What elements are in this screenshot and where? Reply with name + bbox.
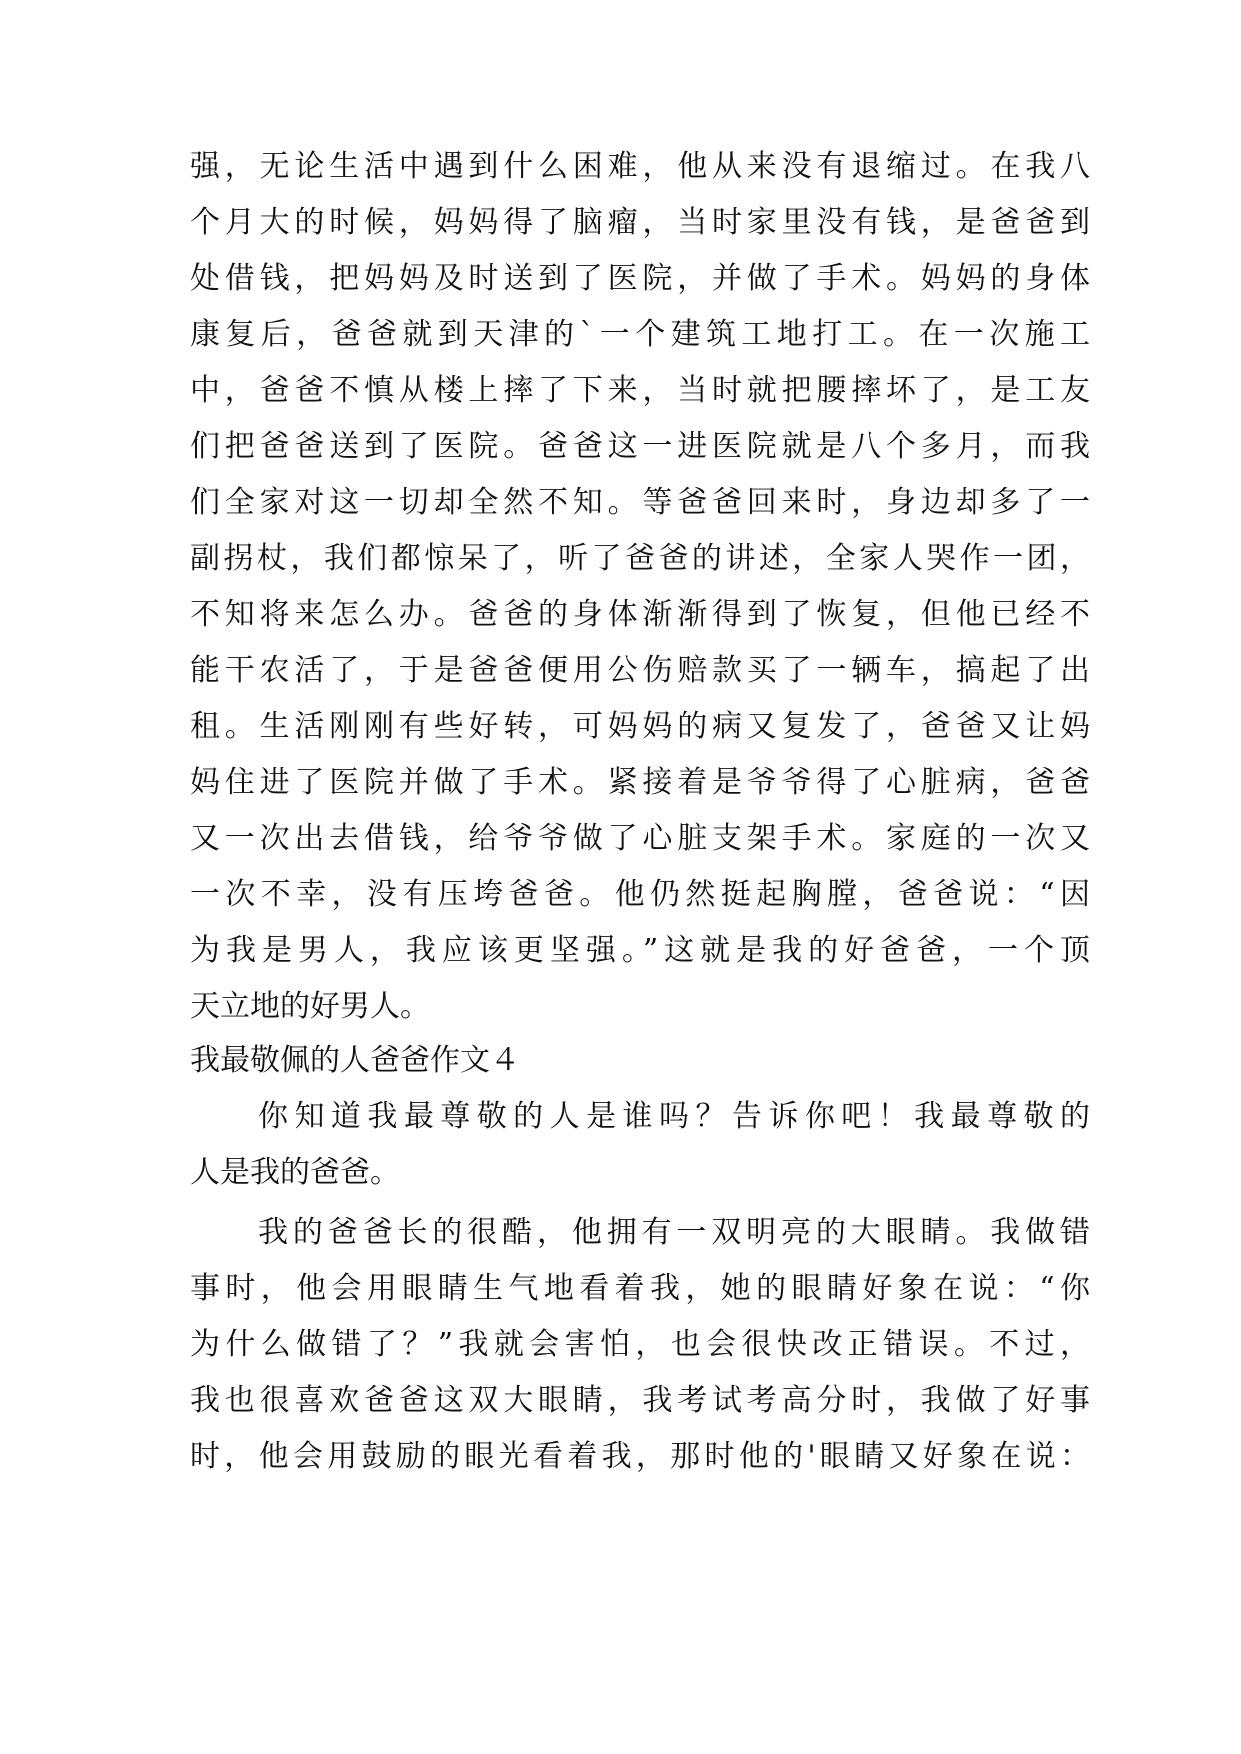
- paragraph-1-line: 康复后，爸爸就到天津的`一个建筑工地打工。在一次施工: [190, 317, 1090, 352]
- paragraph-3-line: 我的爸爸长的很酷，他拥有一双明亮的大眼睛。我做错: [258, 1215, 1090, 1250]
- paragraph-1-line: 租。生活刚刚有些好转，可妈妈的病又复发了，爸爸又让妈: [190, 709, 1090, 744]
- paragraph-1-line: 个月大的时候，妈妈得了脑瘤，当时家里没有钱，是爸爸到: [190, 205, 1090, 240]
- paragraph-1-line: 不知将来怎么办。爸爸的身体渐渐得到了恢复，但他已经不: [190, 597, 1090, 632]
- paragraph-3-line: 我也很喜欢爸爸这双大眼睛，我考试考高分时，我做了好事: [190, 1383, 1090, 1418]
- paragraph-3-line: 为什么做错了？”我就会害怕，也会很快改正错误。不过，: [190, 1327, 1090, 1362]
- paragraph-2-line: 人是我的爸爸。: [190, 1155, 400, 1190]
- paragraph-1-line: 天立地的好男人。: [190, 989, 430, 1024]
- paragraph-1-line: 强，无论生活中遇到什么困难，他从来没有退缩过。在我八: [190, 149, 1090, 184]
- paragraph-2-line: 你知道我最尊敬的人是谁吗？告诉你吧！我最尊敬的: [258, 1099, 1090, 1134]
- paragraph-1-line: 一次不幸，没有压垮爸爸。他仍然挺起胸膛，爸爸说：“因: [190, 877, 1090, 912]
- paragraph-1-line: 处借钱，把妈妈及时送到了医院，并做了手术。妈妈的身体: [190, 261, 1090, 296]
- paragraph-1-line: 为我是男人，我应该更坚强。”这就是我的好爸爸，一个顶: [190, 933, 1090, 968]
- paragraph-3-line: 事时，他会用眼睛生气地看着我，她的眼睛好象在说：“你: [190, 1271, 1090, 1306]
- paragraph-3-line: 时，他会用鼓励的眼光看着我，那时他的'眼睛又好象在说：: [190, 1439, 1090, 1474]
- paragraph-1-line: 又一次出去借钱，给爷爷做了心脏支架手术。家庭的一次又: [190, 821, 1090, 856]
- section-heading: 我最敬佩的人爸爸作文４: [190, 1043, 520, 1078]
- paragraph-1-line: 能干农活了，于是爸爸便用公伤赔款买了一辆车，搞起了出: [190, 653, 1090, 688]
- paragraph-1-line: 中，爸爸不慎从楼上摔了下来，当时就把腰摔坏了，是工友: [190, 373, 1090, 408]
- paragraph-1-line: 妈住进了医院并做了手术。紧接着是爷爷得了心脏病，爸爸: [190, 765, 1090, 800]
- paragraph-1-line: 副拐杖，我们都惊呆了，听了爸爸的讲述，全家人哭作一团，: [190, 541, 1090, 576]
- paragraph-1-line: 们全家对这一切却全然不知。等爸爸回来时，身边却多了一: [190, 485, 1090, 520]
- paragraph-1-line: 们把爸爸送到了医院。爸爸这一进医院就是八个多月，而我: [190, 429, 1090, 464]
